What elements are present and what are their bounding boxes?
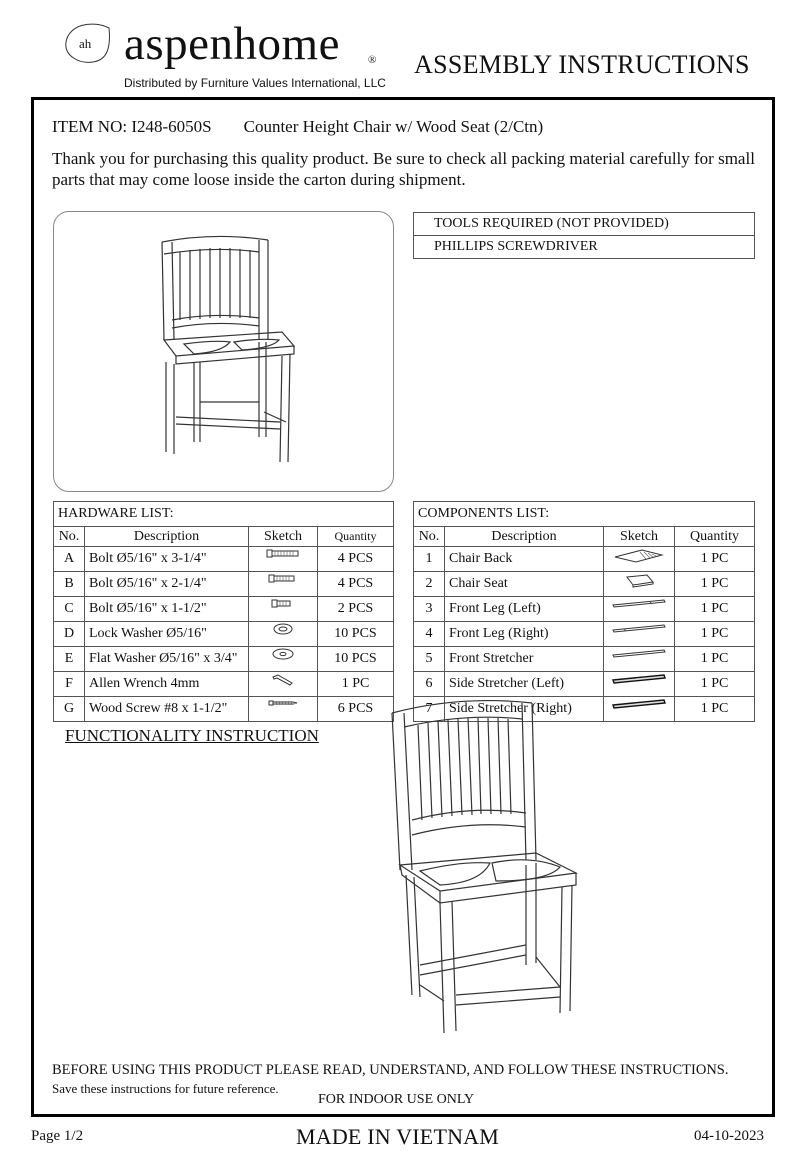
row-quantity: 1 PC — [675, 672, 755, 697]
row-no: F — [54, 672, 85, 697]
tool-item: PHILLIPS SCREWDRIVER — [414, 236, 755, 259]
allen-wrench-icon — [270, 672, 296, 691]
row-description: Chair Back — [445, 547, 604, 572]
assembled-chair-illustration — [380, 695, 600, 1035]
table-row — [414, 572, 755, 597]
hardware-table — [53, 501, 394, 722]
item-line — [52, 117, 543, 137]
col-quantity: Quantity — [675, 527, 755, 547]
tools-title: TOOLS REQUIRED (NOT PROVIDED) — [414, 213, 755, 236]
components-table — [413, 501, 755, 722]
col-no: No. — [54, 527, 85, 547]
medium-bolt-icon — [267, 572, 299, 591]
row-quantity: 10 PCS — [318, 647, 394, 672]
table-row — [54, 672, 394, 697]
components-caption: COMPONENTS LIST: — [414, 502, 755, 527]
made-in-label: MADE IN VIETNAM — [296, 1124, 500, 1149]
col-description: Description — [445, 527, 604, 547]
row-description: Allen Wrench 4mm — [85, 672, 249, 697]
row-description: Bolt Ø5/16" x 1-1/2" — [85, 597, 249, 622]
distributor-line: Distributed by Furniture Values International, LLC — [124, 76, 386, 90]
row-no: 5 — [414, 647, 445, 672]
product-image-box — [53, 211, 394, 492]
col-quantity: Quantity — [318, 527, 394, 547]
tools-table — [413, 212, 755, 259]
row-no: 2 — [414, 572, 445, 597]
front-stretcher-icon — [610, 647, 668, 666]
row-no: A — [54, 547, 85, 572]
table-row — [54, 547, 394, 572]
table-row — [414, 597, 755, 622]
intro-text: Thank you for purchasing this quality product. Be sure to check all packing material carefully for small parts that may come loose inside the carton during shipment. — [52, 149, 755, 189]
warning-text: BEFORE USING THIS PRODUCT PLEASE READ, UNDERSTAND, AND FOLLOW THESE INSTRUCTIONS. — [52, 1062, 729, 1078]
table-row — [54, 572, 394, 597]
row-quantity: 1 PC — [675, 647, 755, 672]
table-row — [414, 622, 755, 647]
wood-screw-icon — [267, 697, 299, 716]
row-quantity: 1 PC — [318, 672, 394, 697]
row-no: C — [54, 597, 85, 622]
page-number: Page 1/2 — [31, 1128, 84, 1144]
row-quantity: 1 PC — [675, 622, 755, 647]
side-stretcher-right-icon — [610, 697, 668, 716]
row-description: Lock Washer Ø5/16" — [85, 622, 249, 647]
table-row — [54, 597, 394, 622]
chair-seat-icon — [619, 572, 659, 591]
item-number: ITEM NO: I248-6050S — [52, 117, 212, 136]
row-description: Side Stretcher (Left) — [445, 672, 604, 697]
row-no: 3 — [414, 597, 445, 622]
row-no: 6 — [414, 672, 445, 697]
col-no: No. — [414, 527, 445, 547]
row-description: Wood Screw #8 x 1-1/2" — [85, 697, 249, 722]
indoor-use-note: FOR INDOOR USE ONLY — [318, 1092, 475, 1107]
row-no: 7 — [414, 697, 445, 722]
col-sketch: Sketch — [604, 527, 675, 547]
row-description: Front Stretcher — [445, 647, 604, 672]
row-quantity: 1 PC — [675, 697, 755, 722]
front-leg-left-icon — [610, 597, 668, 616]
flat-washer-icon — [271, 647, 295, 666]
row-quantity: 1 PC — [675, 597, 755, 622]
front-leg-right-icon — [610, 622, 668, 641]
table-row — [414, 647, 755, 672]
document-date: 04-10-2023 — [694, 1128, 764, 1144]
chair-back-icon — [612, 547, 666, 566]
lock-washer-icon — [271, 622, 295, 641]
row-description: Chair Seat — [445, 572, 604, 597]
side-stretcher-left-icon — [610, 672, 668, 691]
row-no: G — [54, 697, 85, 722]
col-sketch: Sketch — [249, 527, 318, 547]
row-description: Side Stretcher (Right) — [445, 697, 604, 722]
row-description: Bolt Ø5/16" x 3-1/4" — [85, 547, 249, 572]
row-no: B — [54, 572, 85, 597]
chair-illustration — [54, 212, 395, 493]
col-description: Description — [85, 527, 249, 547]
table-row — [414, 672, 755, 697]
row-no: E — [54, 647, 85, 672]
row-no: D — [54, 622, 85, 647]
row-no: 4 — [414, 622, 445, 647]
row-quantity: 1 PC — [675, 572, 755, 597]
row-description: Front Leg (Left) — [445, 597, 604, 622]
aspenhome-logo-mark — [63, 22, 113, 64]
row-quantity: 6 PCS — [318, 697, 394, 722]
short-bolt-icon — [270, 597, 296, 616]
row-description: Flat Washer Ø5/16" x 3/4" — [85, 647, 249, 672]
row-quantity: 1 PC — [675, 547, 755, 572]
save-note: Save these instructions for future reference. — [52, 1081, 279, 1096]
row-quantity: 2 PCS — [318, 597, 394, 622]
row-quantity: 10 PCS — [318, 622, 394, 647]
table-row — [54, 697, 394, 722]
item-description: Counter Height Chair w/ Wood Seat (2/Ctn) — [243, 117, 544, 136]
table-row — [414, 547, 755, 572]
row-description: Front Leg (Right) — [445, 622, 604, 647]
brand-name: aspenhome — [124, 18, 340, 70]
table-row — [54, 622, 394, 647]
registered-mark: ® — [368, 54, 377, 66]
functionality-heading: FUNCTIONALITY INSTRUCTION — [65, 726, 319, 745]
row-no: 1 — [414, 547, 445, 572]
logo-mark-text: ah — [79, 36, 92, 51]
row-description: Bolt Ø5/16" x 2-1/4" — [85, 572, 249, 597]
row-quantity: 4 PCS — [318, 572, 394, 597]
table-row — [54, 647, 394, 672]
document-title: ASSEMBLY INSTRUCTIONS — [414, 50, 750, 79]
hardware-caption: HARDWARE LIST: — [54, 502, 394, 527]
row-quantity: 4 PCS — [318, 547, 394, 572]
long-bolt-icon — [265, 547, 301, 566]
